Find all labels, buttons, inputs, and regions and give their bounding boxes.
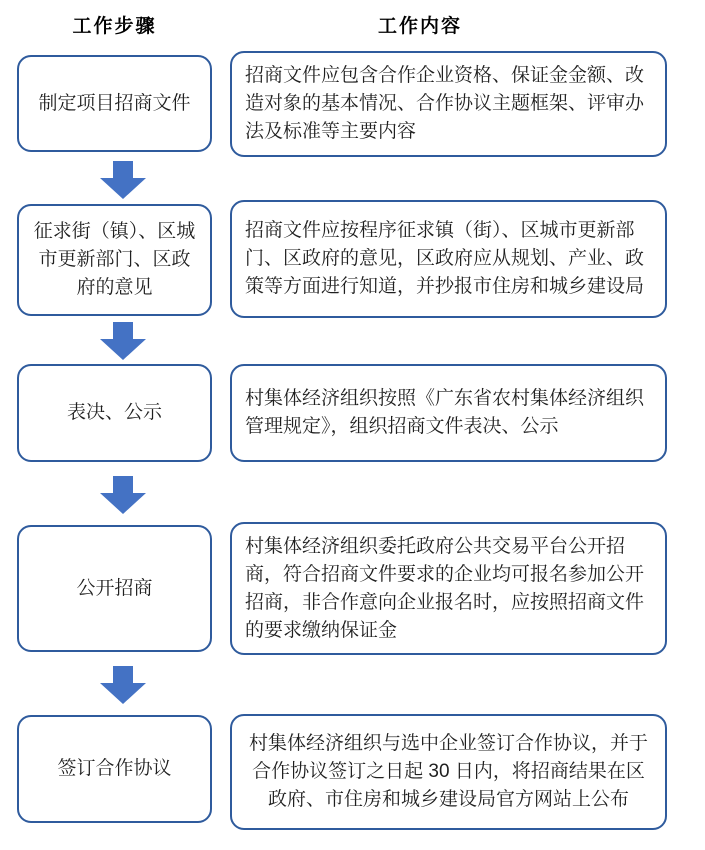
content-box-5: [230, 714, 667, 830]
content-box-4: [230, 522, 667, 655]
down-arrow-icon: [98, 322, 148, 360]
step-label-3: 表决、公示: [66, 402, 162, 423]
step-box-5: [17, 715, 212, 823]
step-label-4: 公开招商: [76, 577, 153, 599]
step-box-4: [17, 525, 212, 652]
content-text-4: 村集体经济组织委托政府公共交易平台公开招商，符合招商文件要求的企业均可报名参加公开招商，非合作意向企业报名时，应按照招商文件的要求缴纳保证金: [245, 535, 645, 641]
down-arrow-icon: [98, 161, 148, 199]
content-text-1: 招商文件应包含合作企业资格、保证金金额、改造对象的基本情况、合作协议主题框架、评审办法及标准等主要内容: [245, 65, 645, 142]
step-label-5: 签订合作协议: [57, 758, 172, 779]
column-header-content: 工作内容: [377, 16, 462, 37]
content-text-3: 村集体经济组织按照《广东省农村集体经济组织管理规定》，组织招商文件表决、公示: [245, 388, 645, 437]
content-box-1: [230, 51, 667, 157]
step-label-2: 征求街（镇）、区城市更新部门、区政府的意见: [33, 221, 196, 298]
step-box-1: [17, 55, 212, 152]
content-box-3: [230, 364, 667, 462]
column-header-steps: 工作步骤: [72, 16, 157, 37]
step-box-2: [17, 204, 212, 316]
step-label-1: 制定项目招商文件: [38, 92, 191, 114]
content-text-2: 招商文件应按程序征求镇（街）、区城市更新部门、区政府的意见，区政府应从规划、产业、政策等方面进行知道，并抄报市住房和城乡建设局: [245, 220, 645, 297]
step-box-3: [17, 364, 212, 462]
down-arrow-icon: [98, 476, 148, 514]
content-box-2: [230, 200, 667, 318]
content-text-5: 村集体经济组织与选中企业签订合作协议，并于合作协议签订之日起 30 日内，将招商结果在区政府、市住房和城乡建设局官方网站上公布: [248, 733, 648, 810]
down-arrow-icon: [98, 666, 148, 704]
